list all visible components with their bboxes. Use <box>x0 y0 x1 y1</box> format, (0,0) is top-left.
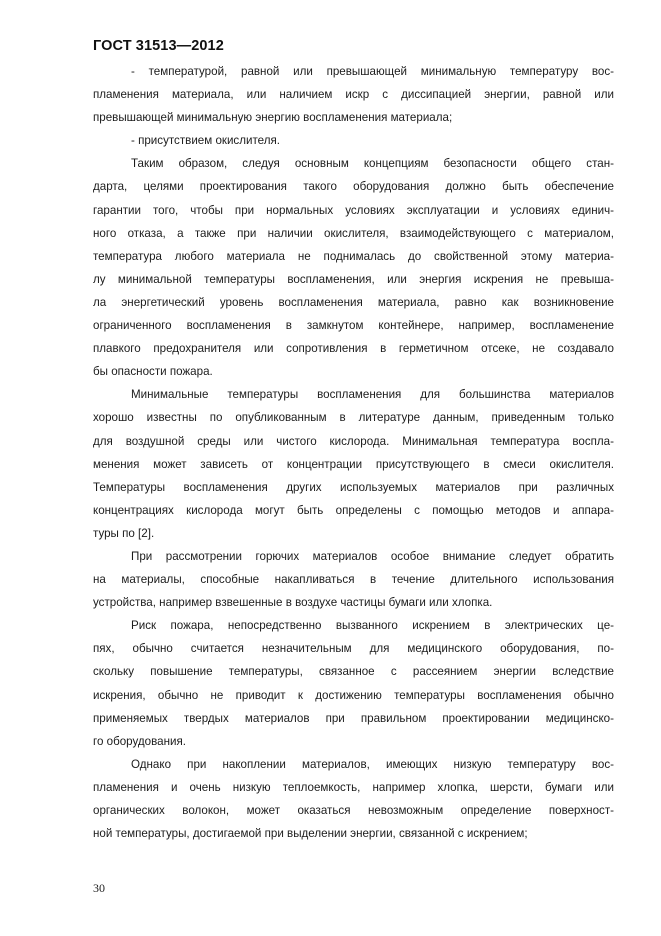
text-line: концентрациях кислорода могут быть определены с помощью методов и аппара- <box>93 503 614 517</box>
paragraph <box>93 129 614 152</box>
text-line: применяемых твердых материалов при правильном проектировании медицинско- <box>93 711 614 725</box>
text-line: менения может зависеть от концентрации присутствующего в смеси окислителя. <box>93 457 614 471</box>
text-line: Риск пожара, непосредственно вызванного искрением в электрических це- <box>131 619 614 633</box>
paragraph <box>93 753 614 845</box>
text-line: ного отказа, а также при наличии окислителя, взаимодействующего с материалом, <box>93 226 614 240</box>
text-line: хорошо известны по опубликованным в литературе данным, приведенным только <box>93 411 614 425</box>
text-line: гарантии того, чтобы при нормальных условиях эксплуатации и условиях единич- <box>93 203 614 217</box>
text-line: го оборудования. <box>93 734 186 748</box>
paragraph <box>93 383 614 545</box>
text-line: пламенения и очень низкую теплоемкость, например хлопка, шерсти, бумаги или <box>93 780 614 794</box>
text-line: превышающей минимальную энергию воспламенения материала; <box>93 111 453 125</box>
page-number: 30 <box>93 881 105 895</box>
text-line: пламенения материала, или наличием искр с диссипацией энергии, равной или <box>93 88 614 102</box>
text-line: ла энергетический уровень воспламенения материала, равно как возникновение <box>93 295 614 309</box>
text-line: на материалы, способные накапливаться в течение длительного использования <box>93 573 614 587</box>
text-line: устройства, например взвешенные в воздухе частицы бумаги или хлопка. <box>93 596 493 610</box>
text-line: органических волокон, может оказаться невозможным определение поверхност- <box>93 804 614 817</box>
text-line: Таким образом, следуя основным концепциям безопасности общего стан- <box>131 157 614 171</box>
text-line: температура любого материала не поднималась до свойственной этому материа- <box>93 249 614 263</box>
text-line: Минимальные температуры воспламенения для большинства материалов <box>131 388 614 402</box>
paragraph <box>93 60 614 129</box>
text-line: плавкого предохранителя или сопротивления в герметичном отсеке, не создавало <box>93 342 614 356</box>
text-line: скольку повышение температуры, связанное с рассеянием энергии вследствие <box>93 665 614 679</box>
standard-header: ГОСТ 31513—2012 <box>93 38 224 54</box>
text-line: искрения, обычно не приводит к достижению температуры воспламенения обычно <box>93 688 614 702</box>
document-body <box>93 60 614 845</box>
text-line: Однако при накоплении материалов, имеющих низкую температуру вос- <box>131 757 614 771</box>
text-line: бы опасности пожара. <box>93 365 213 379</box>
text-line: - температурой, равной или превышающей минимальную температуру вос- <box>131 65 614 78</box>
paragraph <box>93 152 614 383</box>
text-line: пях, обычно считается незначительным для медицинского оборудования, по- <box>93 642 614 656</box>
text-line: туры по [2]. <box>93 526 155 540</box>
text-line: дарта, целями проектирования такого оборудования должно быть обеспечение <box>93 180 614 194</box>
text-line: При рассмотрении горючих материалов особое внимание следует обратить <box>131 549 614 563</box>
text-line: Температуры воспламенения других используемых материалов при различных <box>93 480 614 494</box>
text-line: - присутствием окислителя. <box>131 134 280 148</box>
text-line: ограниченного воспламенения в замкнутом контейнере, например, воспламенение <box>93 319 614 333</box>
text-line: для воздушной среды или чистого кислорода. Минимальная температура воспла- <box>93 434 614 448</box>
paragraph <box>93 614 614 753</box>
text-line: лу минимальной температуры воспламенения, или энергия искрения не превыша- <box>93 272 614 286</box>
paragraph <box>93 545 614 614</box>
text-line: ной температуры, достигаемой при выделении энергии, связанной с искрением; <box>93 827 528 841</box>
